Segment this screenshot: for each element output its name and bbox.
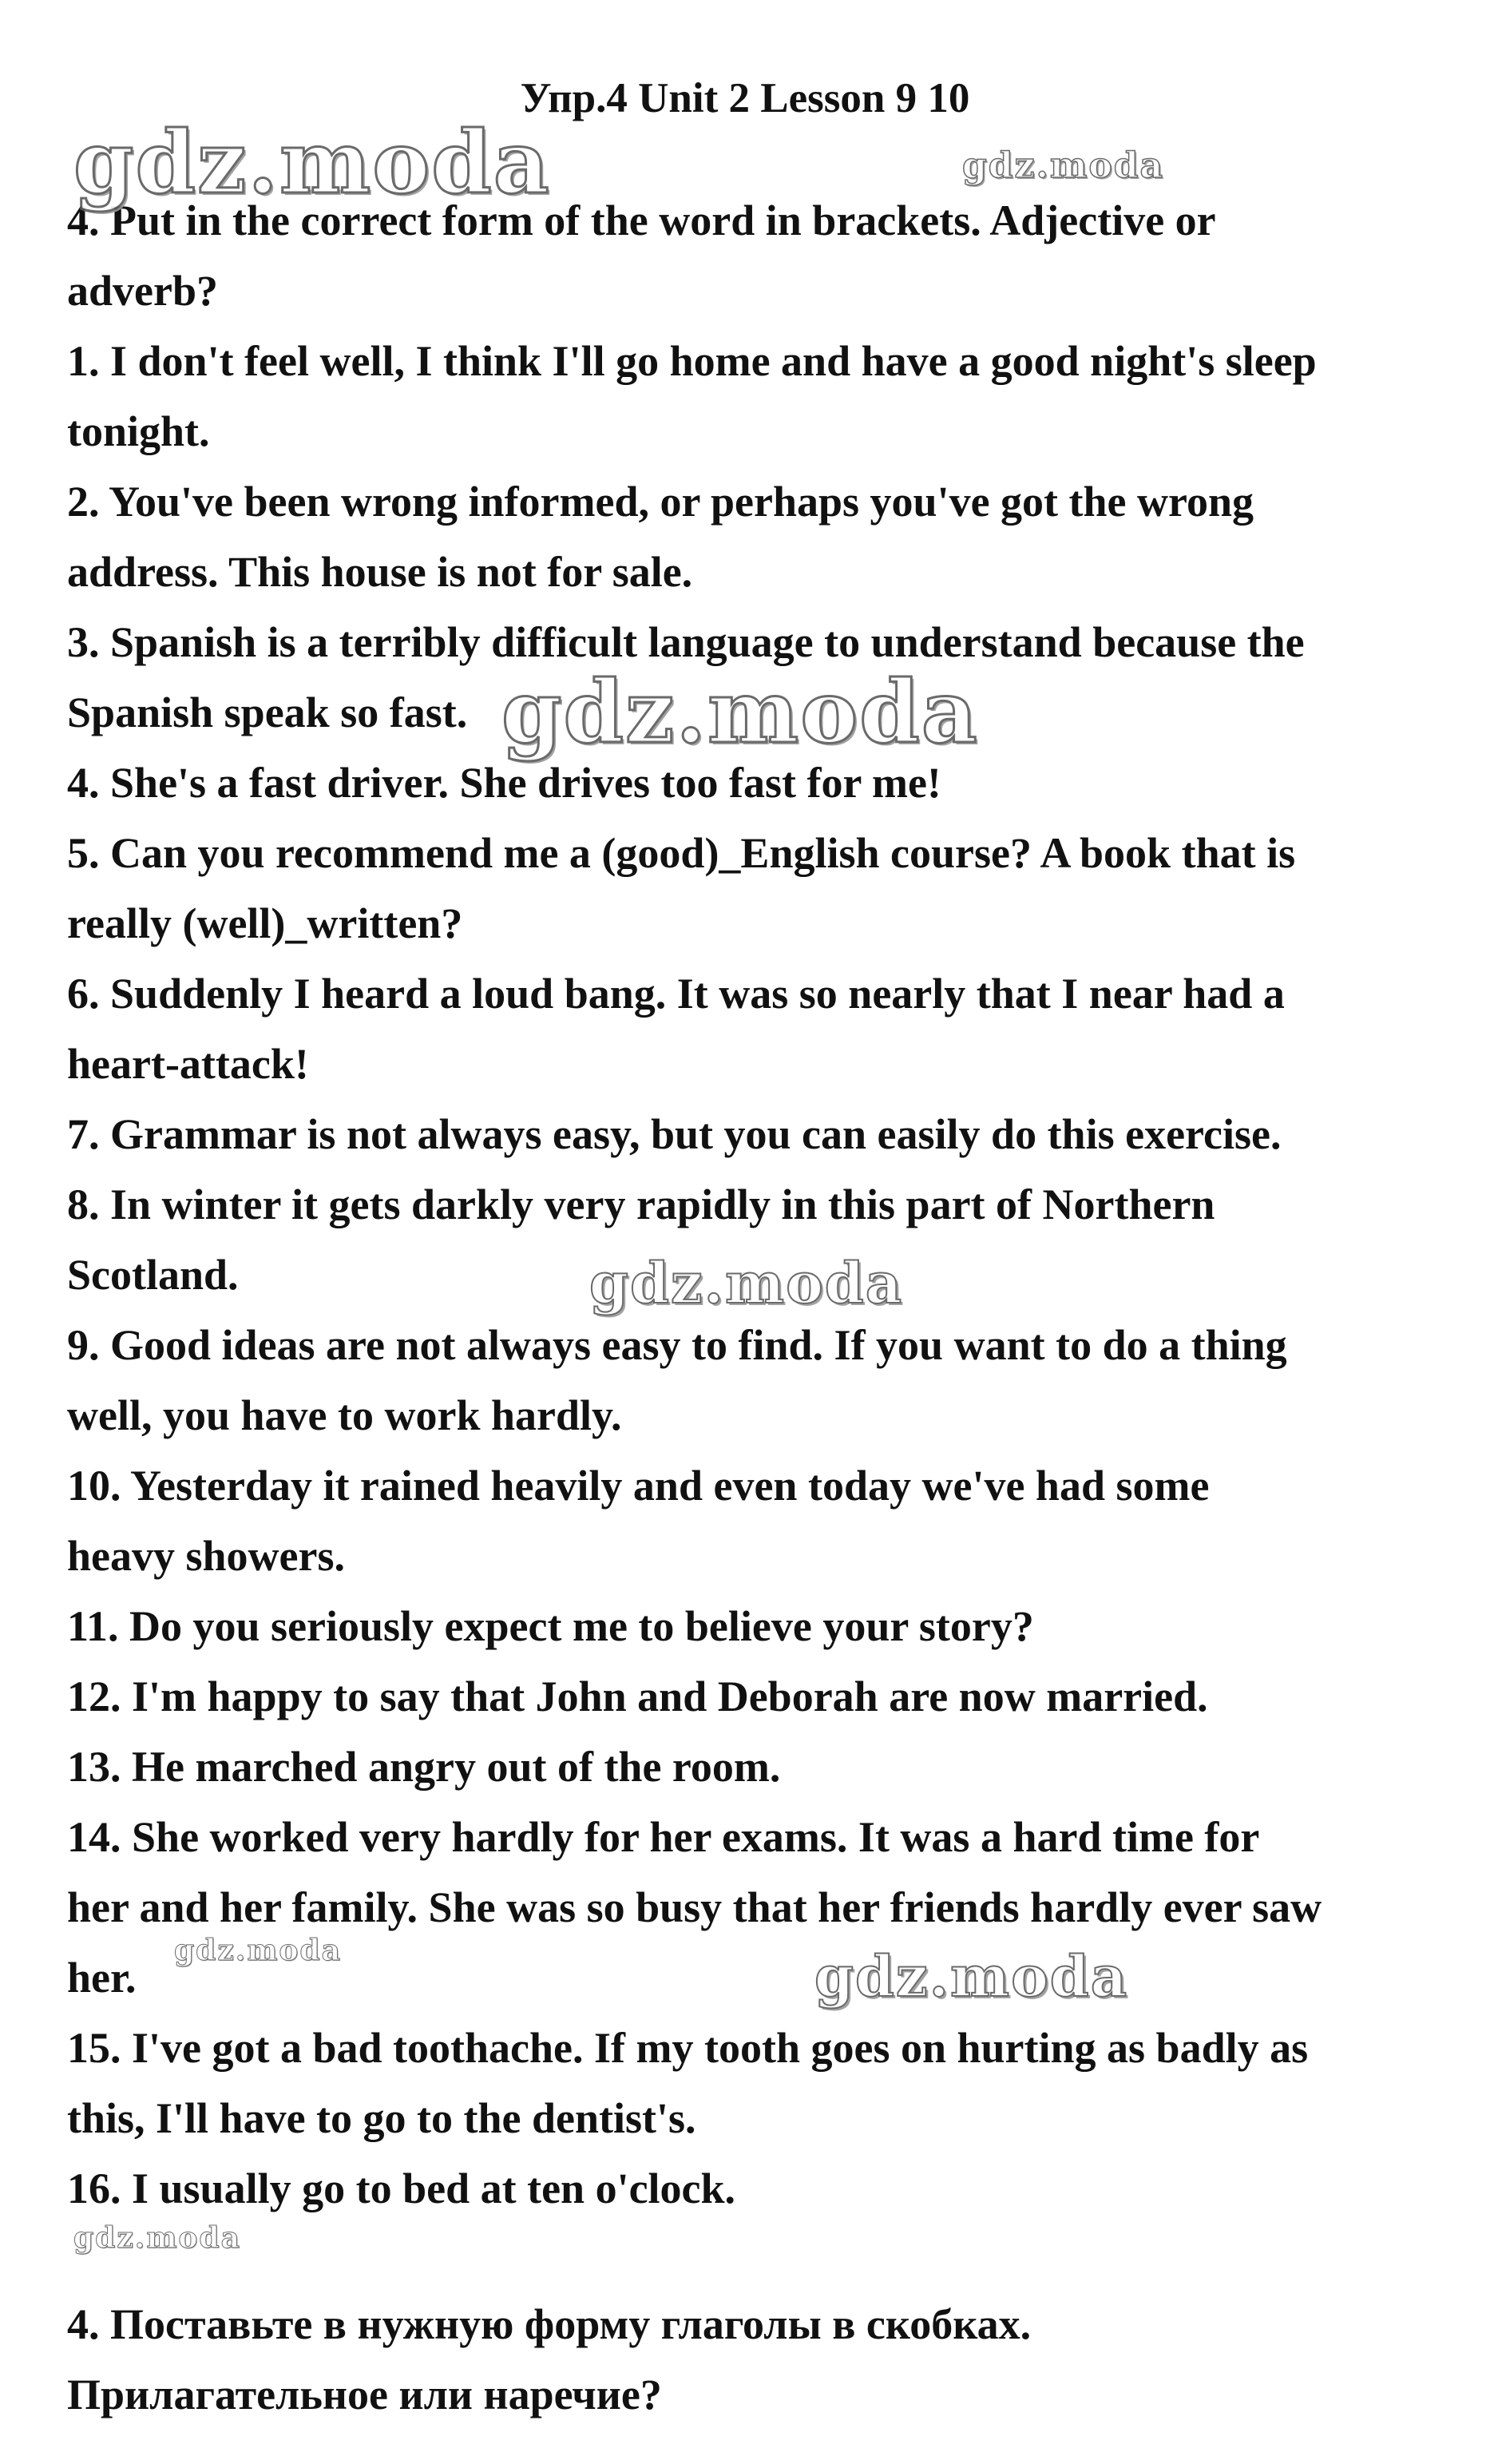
answer-line: 7. Grammar is not always easy, but you can easily do this exercise. — [67, 1110, 1282, 1158]
answer-line: 10. Yesterday it rained heavily and even today we've had some — [67, 1462, 1210, 1510]
task-heading-line: adverb? — [67, 267, 218, 315]
answer-line: this, I'll have to go to the dentist's. — [67, 2094, 696, 2142]
watermark-logo: gdz.moda — [814, 1943, 1129, 2010]
watermark-logo: gdz.moda — [962, 145, 1165, 186]
watermark-logo: gdz.moda — [589, 1250, 904, 1316]
answer-line: 3. Spanish is a terribly difficult language to understand because the — [67, 618, 1305, 666]
answer-line: heavy showers. — [67, 1532, 345, 1580]
page-title: Упр.4 Unit 2 Lesson 9 10 — [520, 75, 970, 121]
russian-task-line: 4. Поставьте в нужную форму глаголы в скобках. — [67, 2300, 1032, 2348]
answer-line: 9. Good ideas are not always easy to find. If you want to do a thing — [67, 1321, 1287, 1369]
answer-line: well, you have to work hardly. — [67, 1391, 622, 1439]
answer-line: 11. Do you seriously expect me to believe your story? — [67, 1602, 1034, 1650]
watermark-logo: gdz.moda — [174, 1934, 342, 1967]
answer-line: 12. I'm happy to say that John and Deborah are now married. — [67, 1672, 1208, 1720]
section-gap — [67, 2221, 1440, 2289]
answer-line: Scotland. — [67, 1251, 239, 1299]
answer-line: 6. Suddenly I heard a loud bang. It was so nearly that I near had a — [67, 970, 1285, 1018]
answer-line: 1. I don't feel well, I think I'll go home and have a good night's sleep — [67, 337, 1317, 385]
answer-line: 8. In winter it gets darkly very rapidly in this part of Northern — [67, 1180, 1215, 1228]
answer-line: 15. I've got a bad toothache. If my tooth goes on hurting as badly as — [67, 2024, 1309, 2072]
task-heading-line: 4. Put in the correct form of the word in brackets. Adjective or — [67, 196, 1216, 244]
watermark-logo: gdz.moda — [73, 113, 551, 213]
answer-line: 16. I usually go to bed at ten o'clock. — [67, 2164, 736, 2212]
answer-line: Spanish speak so fast. — [67, 688, 468, 736]
answer-line: 13. He marched angry out of the room. — [67, 1743, 781, 1791]
answer-line: her. — [67, 1954, 137, 2002]
answer-line: her and her family. She was so busy that her friends hardly ever saw — [67, 1883, 1322, 1931]
answer-line: 14. She worked very hardly for her exams. It was a hard time for — [67, 1813, 1260, 1861]
answer-line: 2. You've been wrong informed, or perhaps you've got the wrong — [67, 478, 1254, 526]
answer-line: tonight. — [67, 407, 210, 455]
answer-line: heart-attack! — [67, 1040, 309, 1088]
answer-line: address. This house is not for sale. — [67, 548, 693, 596]
answer-line: really (well)_written? — [67, 899, 463, 947]
watermark-logo: gdz.moda — [73, 2221, 241, 2255]
watermark-logo: gdz.moda — [501, 662, 979, 763]
answer-line: 5. Can you recommend me a (good)_English course? A book that is — [67, 829, 1296, 877]
answer-line: 4. She's a fast driver. She drives too fast for me! — [67, 759, 941, 807]
russian-task-line: Прилагательное или наречие? — [67, 2371, 662, 2418]
